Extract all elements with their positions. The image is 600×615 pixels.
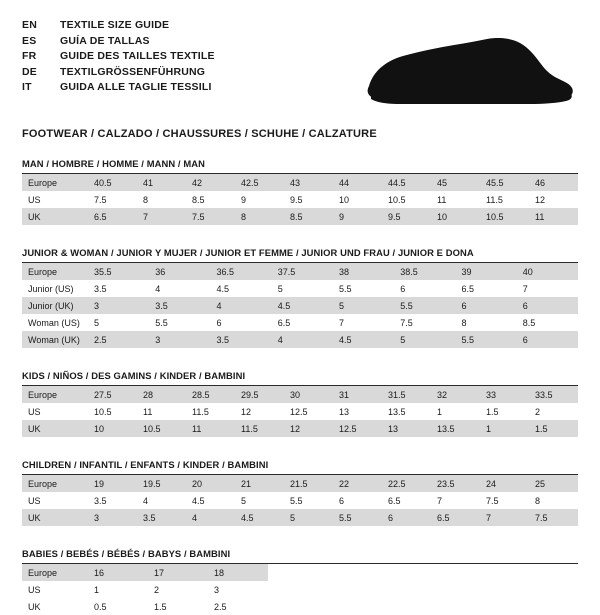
cell: 20 (186, 475, 235, 492)
cell: 10 (431, 208, 480, 225)
cell: 42.5 (235, 174, 284, 191)
cell: 7.5 (394, 314, 455, 331)
table-row (22, 492, 578, 509)
row-label: UK (22, 509, 88, 526)
size-table-man (22, 174, 578, 225)
language-row-es (22, 34, 215, 50)
cell: 28.5 (186, 386, 235, 403)
cell: 25 (529, 475, 578, 492)
cell: 7 (517, 280, 578, 297)
table-row (22, 581, 268, 598)
cell: 35.5 (88, 263, 149, 280)
cell: 3.5 (88, 280, 149, 297)
cell: 12 (284, 420, 333, 437)
cell: 6 (517, 297, 578, 314)
row-label: Europe (22, 564, 88, 581)
cell: 12 (235, 403, 284, 420)
cell: 40 (517, 263, 578, 280)
language-code-de: DE (22, 65, 37, 78)
cell: 5 (333, 297, 394, 314)
cell: 6.5 (431, 509, 480, 526)
cell: 27.5 (88, 386, 137, 403)
cell: 8 (456, 314, 517, 331)
block-title-kids: KIDS / NIÑOS / DES GAMINS / KINDER / BAMBINI (22, 370, 578, 386)
cell: 33 (480, 386, 529, 403)
cell: 41 (137, 174, 186, 191)
language-row-fr (22, 49, 215, 65)
language-title-en: TEXTILE SIZE GUIDE (60, 19, 170, 31)
table-row (22, 297, 578, 314)
row-label: US (22, 191, 88, 208)
row-label: Woman (UK) (22, 331, 88, 348)
cell: 6 (517, 331, 578, 348)
cell: 46 (529, 174, 578, 191)
row-label: UK (22, 208, 88, 225)
cell: 13.5 (382, 403, 431, 420)
cell: 44 (333, 174, 382, 191)
language-code-es: ES (22, 34, 37, 47)
cell: 9.5 (284, 191, 333, 208)
cell: 6.5 (88, 208, 137, 225)
cell: 8.5 (517, 314, 578, 331)
cell: 13.5 (431, 420, 480, 437)
cell: 31 (333, 386, 382, 403)
row-label: Europe (22, 174, 88, 191)
cell: 4.5 (211, 280, 272, 297)
cell: 9 (333, 208, 382, 225)
language-title-de: TEXTILGRÖSSENFÜHRUNG (60, 65, 206, 78)
block-title-children: CHILDREN / INFANTIL / ENFANTS / KINDER / BAMBINI (22, 459, 578, 475)
cell: 38.5 (394, 263, 455, 280)
cell: 18 (208, 564, 268, 581)
size-block-man (22, 158, 578, 225)
table-row (22, 475, 578, 492)
cell: 10.5 (88, 403, 137, 420)
cell: 9.5 (382, 208, 431, 225)
cell: 10 (333, 191, 382, 208)
cell: 3.5 (149, 297, 210, 314)
row-label: Europe (22, 475, 88, 492)
cell: 11 (186, 420, 235, 437)
table-row (22, 509, 578, 526)
language-row-it (22, 80, 215, 96)
cell: 11.5 (186, 403, 235, 420)
cell: 3.5 (137, 509, 186, 526)
row-label: Europe (22, 386, 88, 403)
cell: 4 (149, 280, 210, 297)
cell: 1 (88, 581, 148, 598)
table-row (22, 174, 578, 191)
block-title-man: MAN / HOMBRE / HOMME / MANN / MAN (22, 158, 578, 174)
cell: 4 (272, 331, 333, 348)
cell: 4.5 (186, 492, 235, 509)
cell: 12.5 (333, 420, 382, 437)
cell: 11 (529, 208, 578, 225)
cell: 5.5 (456, 331, 517, 348)
table-row (22, 331, 578, 348)
cell: 6 (382, 509, 431, 526)
cell: 4.5 (333, 331, 394, 348)
cell: 12 (529, 191, 578, 208)
cell: 10 (88, 420, 137, 437)
cell: 23.5 (431, 475, 480, 492)
table-row (22, 564, 268, 581)
cell: 3 (208, 581, 268, 598)
cell: 22.5 (382, 475, 431, 492)
cell: 7.5 (480, 492, 529, 509)
cell: 8.5 (284, 208, 333, 225)
cell: 1.5 (529, 420, 578, 437)
size-table-kids (22, 386, 578, 437)
table-row (22, 403, 578, 420)
cell: 5.5 (394, 297, 455, 314)
table-row (22, 420, 578, 437)
cell: 11.5 (480, 191, 529, 208)
cell: 4 (211, 297, 272, 314)
cell: 7 (431, 492, 480, 509)
cell: 7 (480, 509, 529, 526)
cell: 38 (333, 263, 394, 280)
cell: 40.5 (88, 174, 137, 191)
cell: 21.5 (284, 475, 333, 492)
table-row (22, 191, 578, 208)
cell: 12.5 (284, 403, 333, 420)
language-title-fr: GUIDE DES TAILLES TEXTILE (60, 50, 215, 62)
cell: 13 (382, 420, 431, 437)
size-table-children (22, 475, 578, 526)
cell: 7 (137, 208, 186, 225)
cell: 11.5 (235, 420, 284, 437)
cell: 7 (333, 314, 394, 331)
cell: 4 (137, 492, 186, 509)
cell: 3 (88, 509, 137, 526)
cell: 30 (284, 386, 333, 403)
cell: 10.5 (382, 191, 431, 208)
cell: 11 (137, 403, 186, 420)
cell: 4.5 (272, 297, 333, 314)
cell: 3.5 (88, 492, 137, 509)
row-label: US (22, 581, 88, 598)
cell: 8 (235, 208, 284, 225)
table-row (22, 263, 578, 280)
cell: 36 (149, 263, 210, 280)
page-header (22, 18, 578, 114)
cell: 5 (284, 509, 333, 526)
cell: 36.5 (211, 263, 272, 280)
cell: 5 (235, 492, 284, 509)
cell: 39 (456, 263, 517, 280)
table-row (22, 598, 268, 615)
cell: 28 (137, 386, 186, 403)
cell: 21 (235, 475, 284, 492)
cell: 5.5 (333, 280, 394, 297)
language-row-de (22, 65, 215, 81)
cell: 6 (211, 314, 272, 331)
cell: 37.5 (272, 263, 333, 280)
cell: 6.5 (382, 492, 431, 509)
cell: 5.5 (284, 492, 333, 509)
language-code-fr: FR (22, 50, 37, 62)
cell: 6.5 (456, 280, 517, 297)
cell: 11 (431, 191, 480, 208)
cell: 33.5 (529, 386, 578, 403)
cell: 3 (149, 331, 210, 348)
cell: 6 (456, 297, 517, 314)
cell: 42 (186, 174, 235, 191)
cell: 29.5 (235, 386, 284, 403)
table-row (22, 280, 578, 297)
size-table-junior-woman (22, 263, 578, 348)
cell: 10.5 (480, 208, 529, 225)
cell: 5 (88, 314, 149, 331)
cell: 2.5 (208, 598, 268, 615)
cell: 44.5 (382, 174, 431, 191)
row-label: UK (22, 420, 88, 437)
cell: 2.5 (88, 331, 149, 348)
row-label: US (22, 492, 88, 509)
cell: 2 (148, 581, 208, 598)
cell: 7.5 (529, 509, 578, 526)
row-label: Junior (UK) (22, 297, 88, 314)
row-label: US (22, 403, 88, 420)
cell: 1.5 (148, 598, 208, 615)
cell: 8 (529, 492, 578, 509)
cell: 10.5 (137, 420, 186, 437)
cell: 19 (88, 475, 137, 492)
size-table-babies (22, 564, 268, 615)
table-row (22, 314, 578, 331)
cell: 31.5 (382, 386, 431, 403)
cell: 7.5 (186, 208, 235, 225)
cell: 8.5 (186, 191, 235, 208)
cell: 7.5 (88, 191, 137, 208)
section-heading-footwear: FOOTWEAR / CALZADO / CHAUSSURES / SCHUHE / CALZATURE (22, 128, 377, 140)
cell: 5 (394, 331, 455, 348)
cell: 13 (333, 403, 382, 420)
size-block-junior-woman (22, 247, 578, 348)
language-title-list (22, 18, 215, 96)
cell: 8 (137, 191, 186, 208)
row-label: Junior (US) (22, 280, 88, 297)
block-title-junior-woman: JUNIOR & WOMAN / JUNIOR Y MUJER / JUNIOR ET FEMME / JUNIOR UND FRAU / JUNIOR E DONA (22, 247, 578, 263)
dress-shoe-icon (359, 34, 574, 114)
cell: 9 (235, 191, 284, 208)
cell: 3.5 (211, 331, 272, 348)
cell: 24 (480, 475, 529, 492)
size-block-children (22, 459, 578, 526)
language-title-es: GUÍA DE TALLAS (60, 34, 150, 47)
cell: 6 (394, 280, 455, 297)
cell: 5 (272, 280, 333, 297)
cell: 32 (431, 386, 480, 403)
row-label: Woman (US) (22, 314, 88, 331)
cell: 3 (88, 297, 149, 314)
cell: 43 (284, 174, 333, 191)
cell: 5.5 (149, 314, 210, 331)
language-code-it: IT (22, 81, 32, 93)
cell: 4 (186, 509, 235, 526)
cell: 19.5 (137, 475, 186, 492)
language-code-en: EN (22, 19, 37, 31)
cell: 6 (333, 492, 382, 509)
cell: 5.5 (333, 509, 382, 526)
cell: 4.5 (235, 509, 284, 526)
table-row (22, 208, 578, 225)
block-title-babies: BABIES / BEBÉS / BÉBÉS / BABYS / BAMBINI (22, 548, 578, 564)
cell: 16 (88, 564, 148, 581)
row-label: UK (22, 598, 88, 615)
language-title-it: GUIDA ALLE TAGLIE TESSILI (60, 81, 212, 93)
size-block-kids (22, 370, 578, 437)
cell: 22 (333, 475, 382, 492)
cell: 0.5 (88, 598, 148, 615)
cell: 1 (431, 403, 480, 420)
cell: 1.5 (480, 403, 529, 420)
cell: 45.5 (480, 174, 529, 191)
cell: 6.5 (272, 314, 333, 331)
cell: 45 (431, 174, 480, 191)
table-row (22, 386, 578, 403)
size-block-babies (22, 548, 578, 615)
cell: 1 (480, 420, 529, 437)
row-label: Europe (22, 263, 88, 280)
cell: 2 (529, 403, 578, 420)
language-row-en (22, 18, 215, 34)
cell: 17 (148, 564, 208, 581)
